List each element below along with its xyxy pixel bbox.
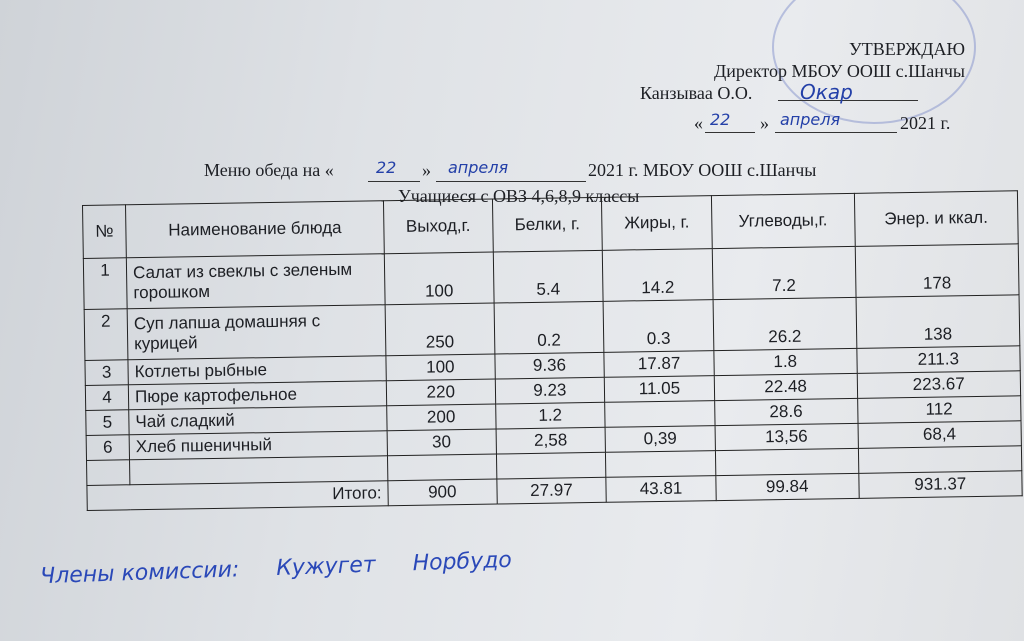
- approval-position: Директор МБОУ ООШ с.Шанчы: [713, 61, 965, 81]
- commission-signatures: [40, 548, 512, 589]
- col-kcal: Энер. и ккал.: [854, 191, 1018, 247]
- title-suffix: 2021 г. МБОУ ООШ с.Шанчы: [588, 160, 817, 180]
- approval-block: [620, 38, 965, 82]
- handwritten-signature-1: Кужугет: [275, 552, 377, 581]
- empty-cell: [606, 451, 716, 478]
- row-kcal: 138: [856, 295, 1020, 349]
- row-dish: Котлеты рыбные: [128, 356, 386, 385]
- col-carbs: Углеводы,г.: [711, 193, 855, 248]
- approval-year: 2021 г.: [900, 113, 951, 133]
- approval-date: «: [694, 113, 703, 133]
- col-output: Выход,г.: [383, 199, 492, 254]
- title-close-quote: »: [422, 160, 431, 180]
- row-carbs: 7.2: [712, 246, 856, 299]
- title-month-line: [436, 181, 586, 182]
- approval-month: апреля: [780, 110, 841, 129]
- total-label: Итого:: [87, 481, 388, 511]
- row-protein: 9.23: [495, 377, 605, 404]
- row-protein: 0.2: [494, 301, 604, 354]
- empty-cell: [858, 446, 1022, 474]
- row-kcal: 211.3: [856, 346, 1020, 374]
- title-prefix: Меню обеда на «: [204, 160, 334, 180]
- row-fat: 11.05: [604, 376, 714, 403]
- row-kcal: 112: [857, 396, 1021, 424]
- row-output: 220: [386, 379, 495, 406]
- row-carbs: 1.8: [714, 348, 857, 375]
- row-number: 1: [83, 258, 127, 310]
- row-fat: 17.87: [604, 351, 714, 378]
- row-number: 2: [84, 309, 128, 361]
- menu-subtitle: Учащиеся с ОВЗ 4,6,8,9 классы: [398, 186, 640, 206]
- title-day-line: [368, 181, 420, 182]
- row-number: 3: [85, 360, 128, 386]
- row-output: 30: [387, 429, 496, 456]
- col-dish: Наименование блюда: [126, 201, 385, 258]
- total-fat: 43.81: [606, 476, 716, 503]
- menu-title: [204, 160, 334, 181]
- row-number: 6: [86, 435, 129, 461]
- commission-label: Члены комиссии:: [39, 557, 240, 590]
- row-number: 4: [85, 385, 128, 411]
- approval-day: 22: [710, 110, 731, 129]
- row-dish: Салат из свеклы с зеленым горошком: [126, 254, 385, 309]
- row-fat: 14.2: [602, 249, 712, 302]
- row-carbs: 28.6: [714, 398, 857, 425]
- empty-cell: [387, 454, 496, 481]
- approval-name: Канзываа О.О.: [640, 83, 753, 103]
- row-protein: 9.36: [494, 352, 604, 379]
- approval-close-quote: »: [760, 113, 769, 133]
- row-output: 250: [385, 303, 494, 356]
- row-carbs: 26.2: [713, 297, 857, 350]
- menu-table: [82, 190, 1023, 511]
- empty-cell: [496, 452, 606, 479]
- row-kcal: 223.67: [857, 371, 1021, 399]
- total-carbs: 99.84: [716, 473, 859, 500]
- row-dish: Чай сладкий: [129, 406, 387, 435]
- row-dish: Пюре картофельное: [128, 381, 386, 410]
- row-number: 5: [86, 410, 129, 436]
- row-protein: 5.4: [493, 250, 603, 303]
- row-output: 200: [387, 404, 496, 431]
- row-fat: [605, 401, 715, 428]
- row-dish: Суп лапша домашняя с курицей: [127, 305, 386, 360]
- row-output: 100: [384, 252, 493, 305]
- col-fat: Жиры, г.: [602, 196, 712, 251]
- director-signature: Окар: [800, 80, 853, 104]
- row-carbs: 22.48: [714, 373, 857, 400]
- total-output: 900: [388, 479, 497, 506]
- row-carbs: 13,56: [715, 423, 858, 450]
- title-month: апреля: [448, 158, 509, 177]
- col-protein: Белки, г.: [492, 197, 602, 252]
- row-fat: 0,39: [605, 426, 715, 453]
- row-protein: 2,58: [496, 427, 606, 454]
- handwritten-signature-2: Норбудо: [412, 547, 513, 577]
- title-day: 22: [376, 158, 397, 177]
- empty-cell: [87, 460, 130, 486]
- total-kcal: 931.37: [858, 471, 1022, 499]
- row-kcal: 68,4: [858, 421, 1022, 449]
- total-protein: 27.97: [496, 477, 606, 504]
- row-kcal: 178: [855, 244, 1019, 298]
- col-number: №: [83, 205, 127, 259]
- empty-cell: [715, 448, 858, 475]
- month-line: [775, 132, 897, 133]
- row-dish: Хлеб пшеничный: [129, 431, 387, 460]
- row-output: 100: [386, 354, 495, 381]
- approval-title: УТВЕРЖДАЮ: [848, 39, 965, 59]
- row-fat: 0.3: [603, 300, 713, 353]
- day-line: [705, 132, 755, 133]
- row-protein: 1.2: [495, 402, 605, 429]
